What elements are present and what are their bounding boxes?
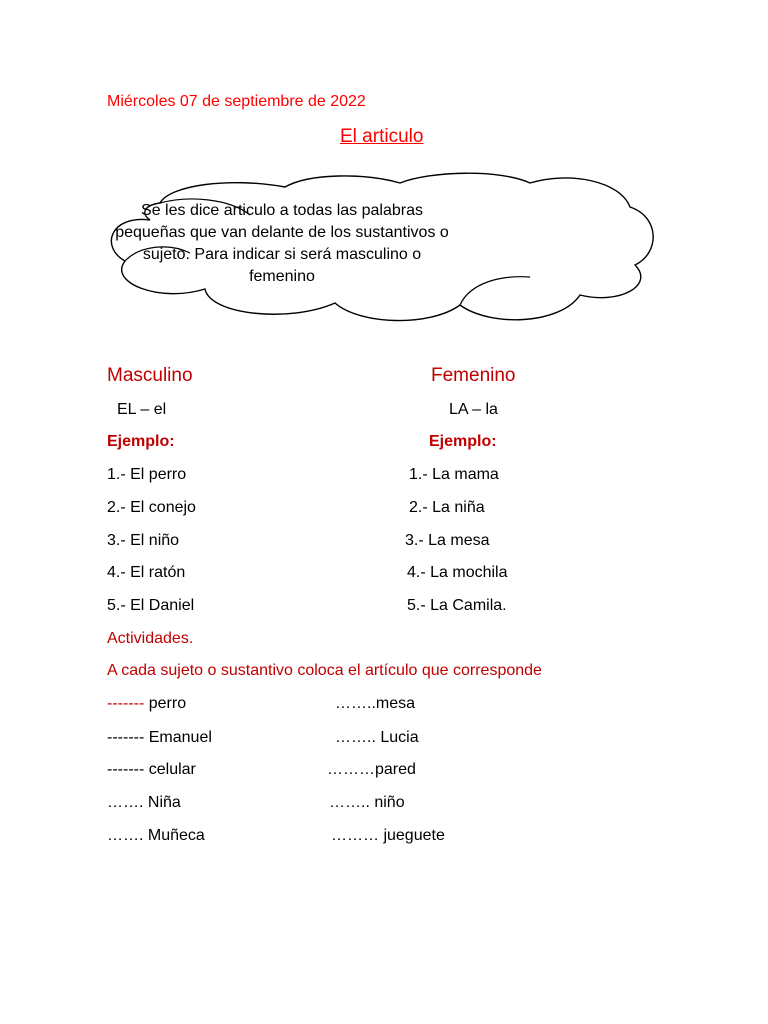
exercise-item-left [107,793,181,813]
exercise-item-right: …….. niño [329,794,405,811]
exercise-blank: ……. [107,794,144,811]
masculino-example-label: Ejemplo: [107,433,175,450]
exercise-blank: ------- [107,761,145,778]
exercise-word: Emanuel [144,729,212,746]
exercise-item-right: ……..mesa [335,695,416,712]
activities-instruction: A cada sujeto o sustantivo coloca el artículo que corresponde [107,662,542,679]
document-date: Miércoles 07 de septiembre de 2022 [107,93,366,110]
exercise-word: perro [144,695,187,712]
femenino-example: 4.- La mochila [407,564,508,581]
exercise-word: Niña [143,794,181,811]
exercise-item-left [107,826,205,846]
femenino-example: 1.- La mama [409,466,499,483]
exercise-item-right: ……… jueguete [331,827,445,844]
masculino-articles: EL – el [117,401,167,418]
exercise-item-right: …….. Lucia [335,729,419,746]
exercise-item-left [107,694,186,714]
femenino-example-label: Ejemplo: [429,433,497,450]
masculino-heading: Masculino [107,365,193,386]
exercise-item-left [107,760,196,780]
exercise-word: celular [144,761,196,778]
exercise-item-right: ………pared [327,761,416,778]
masculino-example: 5.- El Daniel [107,597,195,614]
activities-label: Actividades. [107,630,194,647]
exercise-blank: ------- [107,729,145,746]
masculino-example: 1.- El perro [107,466,187,483]
exercise-blank: ……. [107,827,144,844]
femenino-heading: Femenino [431,365,516,386]
exercise-blank: ------- [107,695,145,712]
exercise-word: Muñeca [143,827,205,844]
femenino-example: 3.- La mesa [405,532,490,549]
femenino-example: 5.- La Camila. [407,597,507,614]
definition-text: Se les dice articulo a todas las palabras pequeñas que van delante de los sustantivos o sujeto. Para indicar si será masculino o femenino [115,202,449,285]
femenino-example: 2.- La niña [409,499,485,516]
masculino-example: 2.- El conejo [107,499,196,516]
femenino-articles: LA – la [449,401,498,418]
masculino-example: 4.- El ratón [107,564,186,581]
document-title: El articulo [340,126,424,147]
exercise-item-left [107,728,212,748]
masculino-example: 3.- El niño [107,532,180,549]
